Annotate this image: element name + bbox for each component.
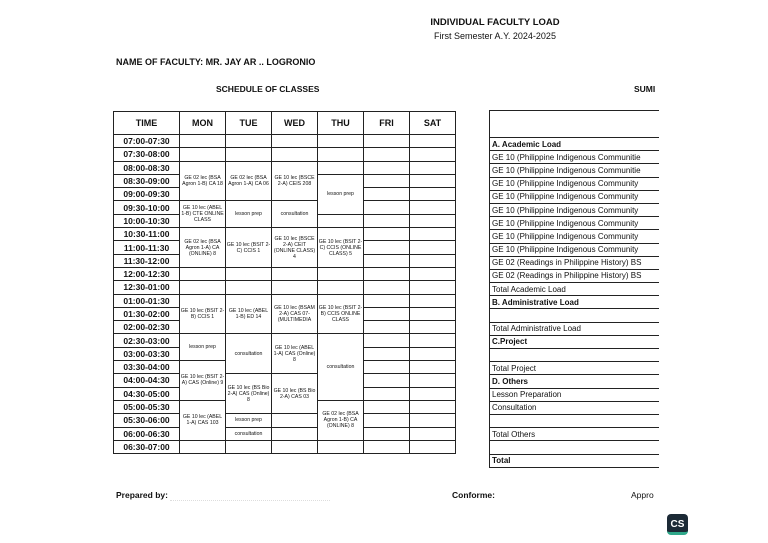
table-row xyxy=(114,374,456,387)
time-cell: 11:30-12:00 xyxy=(114,254,180,267)
table-row xyxy=(114,228,456,241)
schedule-cell xyxy=(364,241,410,254)
schedule-cell xyxy=(226,135,272,148)
schedule-cell xyxy=(318,135,364,148)
class-cell-mon: GE 02 lec (BSA Agron 1-A) CA (ONLINE) 8 xyxy=(180,228,226,268)
schedule-header-row xyxy=(114,112,456,135)
document-title: INDIVIDUAL FACULTY LOAD xyxy=(430,17,560,28)
consultation-cell-tue: consultation xyxy=(226,427,272,440)
col-header-wed: WED xyxy=(272,112,318,135)
schedule-cell xyxy=(180,148,226,161)
schedule-cell xyxy=(410,267,456,280)
time-cell: 03:00-03:30 xyxy=(114,347,180,360)
class-cell-mon: GE 10 lec (BSIT 2-B) CCIS 1 xyxy=(180,294,226,334)
class-cell-mon: GE 10 lec (ABEL 1-B) CTE ONLINE CLASS xyxy=(180,201,226,228)
schedule-cell xyxy=(180,267,226,280)
schedule-cell xyxy=(226,440,272,453)
summary-total-project: Total Project xyxy=(490,362,660,375)
summary-blank xyxy=(490,441,660,454)
schedule-cell xyxy=(410,228,456,241)
schedule-cell xyxy=(364,281,410,294)
table-row xyxy=(114,201,456,214)
schedule-cell xyxy=(410,427,456,440)
table-row xyxy=(114,414,456,427)
table-row xyxy=(490,256,660,269)
schedule-cell xyxy=(410,400,456,413)
col-header-fri: FRI xyxy=(364,112,410,135)
consultation-cell-tue: consultation xyxy=(226,334,272,374)
class-cell-wed: GE 10 lec (BSCE 2-A) CEIS 208 xyxy=(272,161,318,201)
schedule-cell xyxy=(364,347,410,360)
time-cell: 06:00-06:30 xyxy=(114,427,180,440)
time-cell: 11:00-11:30 xyxy=(114,241,180,254)
schedule-title: SCHEDULE OF CLASSES xyxy=(216,84,320,94)
summary-title: SUMI xyxy=(634,84,656,94)
summary-section-project: C.Project xyxy=(490,335,660,348)
summary-item: Consultation xyxy=(490,401,660,414)
class-cell-mon: GE 02 lec (BSA Agron 1-B) CA 18 xyxy=(180,161,226,201)
class-cell-tue: GE 02 lec (BSA Agron 1-A) CA 06 xyxy=(226,161,272,201)
schedule-cell xyxy=(364,214,410,227)
summary-section-others: D. Others xyxy=(490,375,660,388)
table-row xyxy=(490,375,660,388)
class-cell-wed: GE 10 lec (BSAM 2-A) CAS 07- (MULTIMEDIA xyxy=(272,294,318,334)
class-cell-thu: GE 02 lec (BSA Agron 1-B) CA (ONLINE) 8 xyxy=(318,400,364,440)
schedule-cell xyxy=(410,387,456,400)
schedule-cell xyxy=(364,307,410,320)
schedule-cell xyxy=(364,387,410,400)
schedule-cell xyxy=(364,334,410,347)
schedule-cell xyxy=(180,440,226,453)
schedule-cell xyxy=(364,374,410,387)
schedule-cell xyxy=(226,281,272,294)
table-row xyxy=(114,148,456,161)
table-row xyxy=(490,217,660,230)
approved-label: Appro xyxy=(631,490,654,500)
schedule-cell xyxy=(410,214,456,227)
schedule-cell xyxy=(318,214,364,227)
schedule-cell xyxy=(410,161,456,174)
class-cell-wed: GE 10 lec (BSCE 2-A) CEIT (ONLINE CLASS) 4 xyxy=(272,228,318,268)
summary-item: GE 10 (Philippine Indigenous Community xyxy=(490,203,660,216)
col-header-mon: MON xyxy=(180,112,226,135)
summary-header-row xyxy=(490,111,660,138)
schedule-cell xyxy=(410,321,456,334)
time-cell: 01:00-01:30 xyxy=(114,294,180,307)
time-cell: 03:30-04:00 xyxy=(114,361,180,374)
schedule-cell xyxy=(318,148,364,161)
class-cell-wed: GE 10 lec (ABEL 1-A) CAS (Online) 8 xyxy=(272,334,318,374)
table-row xyxy=(114,440,456,453)
table-row xyxy=(114,427,456,440)
table-row xyxy=(490,230,660,243)
summary-section-academic: A. Academic Load xyxy=(490,138,660,151)
time-cell: 06:30-07:00 xyxy=(114,440,180,453)
table-row xyxy=(490,203,660,216)
summary-item: GE 02 (Readings in Philippine History) BS xyxy=(490,256,660,269)
schedule-cell xyxy=(180,135,226,148)
schedule-cell xyxy=(318,267,364,280)
summary-total-academic: Total Academic Load xyxy=(490,283,660,296)
class-cell-thu: GE 10 lec (BSIT 2-C) CCIS (ONLINE CLASS) 5 xyxy=(318,228,364,268)
consultation-cell-thu: consultation xyxy=(318,334,364,400)
time-cell: 05:30-06:00 xyxy=(114,414,180,427)
schedule-cell xyxy=(364,440,410,453)
summary-blank xyxy=(490,414,660,427)
class-cell-wed: GE 10 lec (BS Bio 2-A) CAS 03 xyxy=(272,374,318,414)
table-row xyxy=(490,283,660,296)
schedule-cell xyxy=(364,135,410,148)
summary-item: GE 10 (Philippine Indigenous Community xyxy=(490,177,660,190)
summary-item: GE 10 (Philippine Indigenous Communitie xyxy=(490,164,660,177)
table-row xyxy=(114,135,456,148)
col-header-time: TIME xyxy=(114,112,180,135)
schedule-cell xyxy=(364,321,410,334)
table-row xyxy=(490,269,660,282)
table-row xyxy=(490,414,660,427)
lesson-prep-cell-mon: lesson prep xyxy=(180,334,226,361)
schedule-cell xyxy=(364,294,410,307)
col-header-tue: TUE xyxy=(226,112,272,135)
schedule-cell xyxy=(272,267,318,280)
summary-section-administrative: B. Administrative Load xyxy=(490,296,660,309)
schedule-cell xyxy=(364,148,410,161)
schedule-table xyxy=(113,111,456,454)
time-cell: 09:30-10:00 xyxy=(114,201,180,214)
schedule-cell xyxy=(364,228,410,241)
summary-item: GE 02 (Readings in Philippine History) BS xyxy=(490,269,660,282)
table-row xyxy=(490,190,660,203)
schedule-cell xyxy=(410,347,456,360)
schedule-cell xyxy=(318,440,364,453)
schedule-cell xyxy=(410,414,456,427)
schedule-cell xyxy=(226,267,272,280)
schedule-cell xyxy=(272,281,318,294)
time-cell: 08:30-09:00 xyxy=(114,174,180,187)
col-header-thu: THU xyxy=(318,112,364,135)
col-header-sat: SAT xyxy=(410,112,456,135)
schedule-cell xyxy=(410,361,456,374)
schedule-cell xyxy=(364,361,410,374)
schedule-cell xyxy=(318,281,364,294)
schedule-cell xyxy=(410,174,456,187)
table-row xyxy=(490,349,660,362)
summary-total-administrative: Total Administrative Load xyxy=(490,322,660,335)
conforme-label: Conforme: xyxy=(452,490,495,500)
schedule-cell xyxy=(410,440,456,453)
table-row xyxy=(490,322,660,335)
schedule-cell xyxy=(410,307,456,320)
class-cell-mon: GE 10 lec (BSIT 2-A) CAS (Online) 9 xyxy=(180,361,226,401)
consultation-cell-wed: consultation xyxy=(272,201,318,228)
schedule-cell xyxy=(272,135,318,148)
schedule-cell xyxy=(410,148,456,161)
table-row xyxy=(490,428,660,441)
time-cell: 09:00-09:30 xyxy=(114,188,180,201)
summary-item: GE 10 (Philippine Indigenous Community xyxy=(490,243,660,256)
schedule-cell xyxy=(410,334,456,347)
schedule-cell xyxy=(272,148,318,161)
summary-total-others: Total Others xyxy=(490,428,660,441)
schedule-cell xyxy=(272,440,318,453)
schedule-cell xyxy=(318,161,364,174)
summary-header-cell xyxy=(490,111,660,138)
schedule-cell xyxy=(410,241,456,254)
schedule-cell xyxy=(410,374,456,387)
time-cell: 04:30-05:00 xyxy=(114,387,180,400)
time-cell: 10:00-10:30 xyxy=(114,214,180,227)
semester-label: First Semester A.Y. 2024-2025 xyxy=(434,31,556,41)
time-cell: 04:00-04:30 xyxy=(114,374,180,387)
lesson-prep-cell-thu: lesson prep xyxy=(318,174,364,214)
table-row xyxy=(490,362,660,375)
schedule-cell xyxy=(364,188,410,201)
table-row xyxy=(490,335,660,348)
summary-blank xyxy=(490,309,660,322)
signature-line xyxy=(170,500,330,501)
faculty-name: NAME OF FACULTY: MR. JAY AR .. LOGRONIO xyxy=(116,57,316,67)
table-row xyxy=(114,161,456,174)
schedule-cell xyxy=(410,254,456,267)
time-cell: 10:30-11:00 xyxy=(114,228,180,241)
table-row xyxy=(490,454,660,467)
class-cell-mon: GE 10 lec (ABEL 1-A) CAS 103 xyxy=(180,400,226,440)
summary-item: GE 10 (Philippine Indigenous Community xyxy=(490,190,660,203)
schedule-cell xyxy=(364,427,410,440)
time-cell: 07:00-07:30 xyxy=(114,135,180,148)
time-cell: 12:00-12:30 xyxy=(114,267,180,280)
time-cell: 08:00-08:30 xyxy=(114,161,180,174)
table-row xyxy=(490,243,660,256)
schedule-cell xyxy=(364,254,410,267)
table-row xyxy=(490,401,660,414)
time-cell: 07:30-08:00 xyxy=(114,148,180,161)
schedule-cell xyxy=(410,294,456,307)
table-row xyxy=(490,164,660,177)
schedule-cell xyxy=(410,188,456,201)
table-row xyxy=(490,296,660,309)
table-row xyxy=(490,309,660,322)
class-cell-thu: GE 10 lec (BSIT 2-B) CCIS ONLINE CLASS xyxy=(318,294,364,334)
summary-item: Lesson Preparation xyxy=(490,388,660,401)
table-row xyxy=(490,177,660,190)
schedule-cell xyxy=(364,161,410,174)
summary-blank xyxy=(490,349,660,362)
time-cell: 02:00-02:30 xyxy=(114,321,180,334)
schedule-cell xyxy=(364,201,410,214)
lesson-prep-cell-tue: lesson prep xyxy=(226,201,272,228)
table-row xyxy=(114,267,456,280)
class-cell-tue: GE 10 lec (BSIT 2-C) CCIS 1 xyxy=(226,228,272,268)
summary-table xyxy=(489,110,659,468)
schedule-cell xyxy=(272,427,318,440)
summary-item: GE 10 (Philippine Indigenous Community xyxy=(490,230,660,243)
table-row xyxy=(490,151,660,164)
time-cell: 05:00-05:30 xyxy=(114,400,180,413)
schedule-cell xyxy=(364,400,410,413)
class-cell-tue: GE 10 lec (BS Bio 2-A) CAS (Online) 8 xyxy=(226,374,272,414)
class-cell-tue: GE 10 lec (ABEL 1-B) ED 14 xyxy=(226,294,272,334)
schedule-cell xyxy=(410,135,456,148)
summary-item: GE 10 (Philippine Indigenous Community xyxy=(490,217,660,230)
schedule-cell xyxy=(226,148,272,161)
prepared-by-label: Prepared by: xyxy=(116,490,168,500)
summary-item: GE 10 (Philippine Indigenous Communitie xyxy=(490,151,660,164)
schedule-cell xyxy=(364,414,410,427)
table-row xyxy=(490,441,660,454)
table-row xyxy=(490,388,660,401)
schedule-cell xyxy=(180,281,226,294)
time-cell: 02:30-03:00 xyxy=(114,334,180,347)
camscanner-logo-icon: CS xyxy=(667,514,688,535)
schedule-cell xyxy=(410,281,456,294)
table-row xyxy=(114,294,456,307)
schedule-cell xyxy=(364,267,410,280)
table-row xyxy=(114,334,456,347)
schedule-cell xyxy=(410,201,456,214)
time-cell: 12:30-01:00 xyxy=(114,281,180,294)
table-row xyxy=(490,138,660,151)
schedule-cell xyxy=(364,174,410,187)
table-row xyxy=(114,281,456,294)
lesson-prep-cell-tue: lesson prep xyxy=(226,414,272,427)
summary-total: Total xyxy=(490,454,660,467)
schedule-cell xyxy=(272,414,318,427)
time-cell: 01:30-02:00 xyxy=(114,307,180,320)
